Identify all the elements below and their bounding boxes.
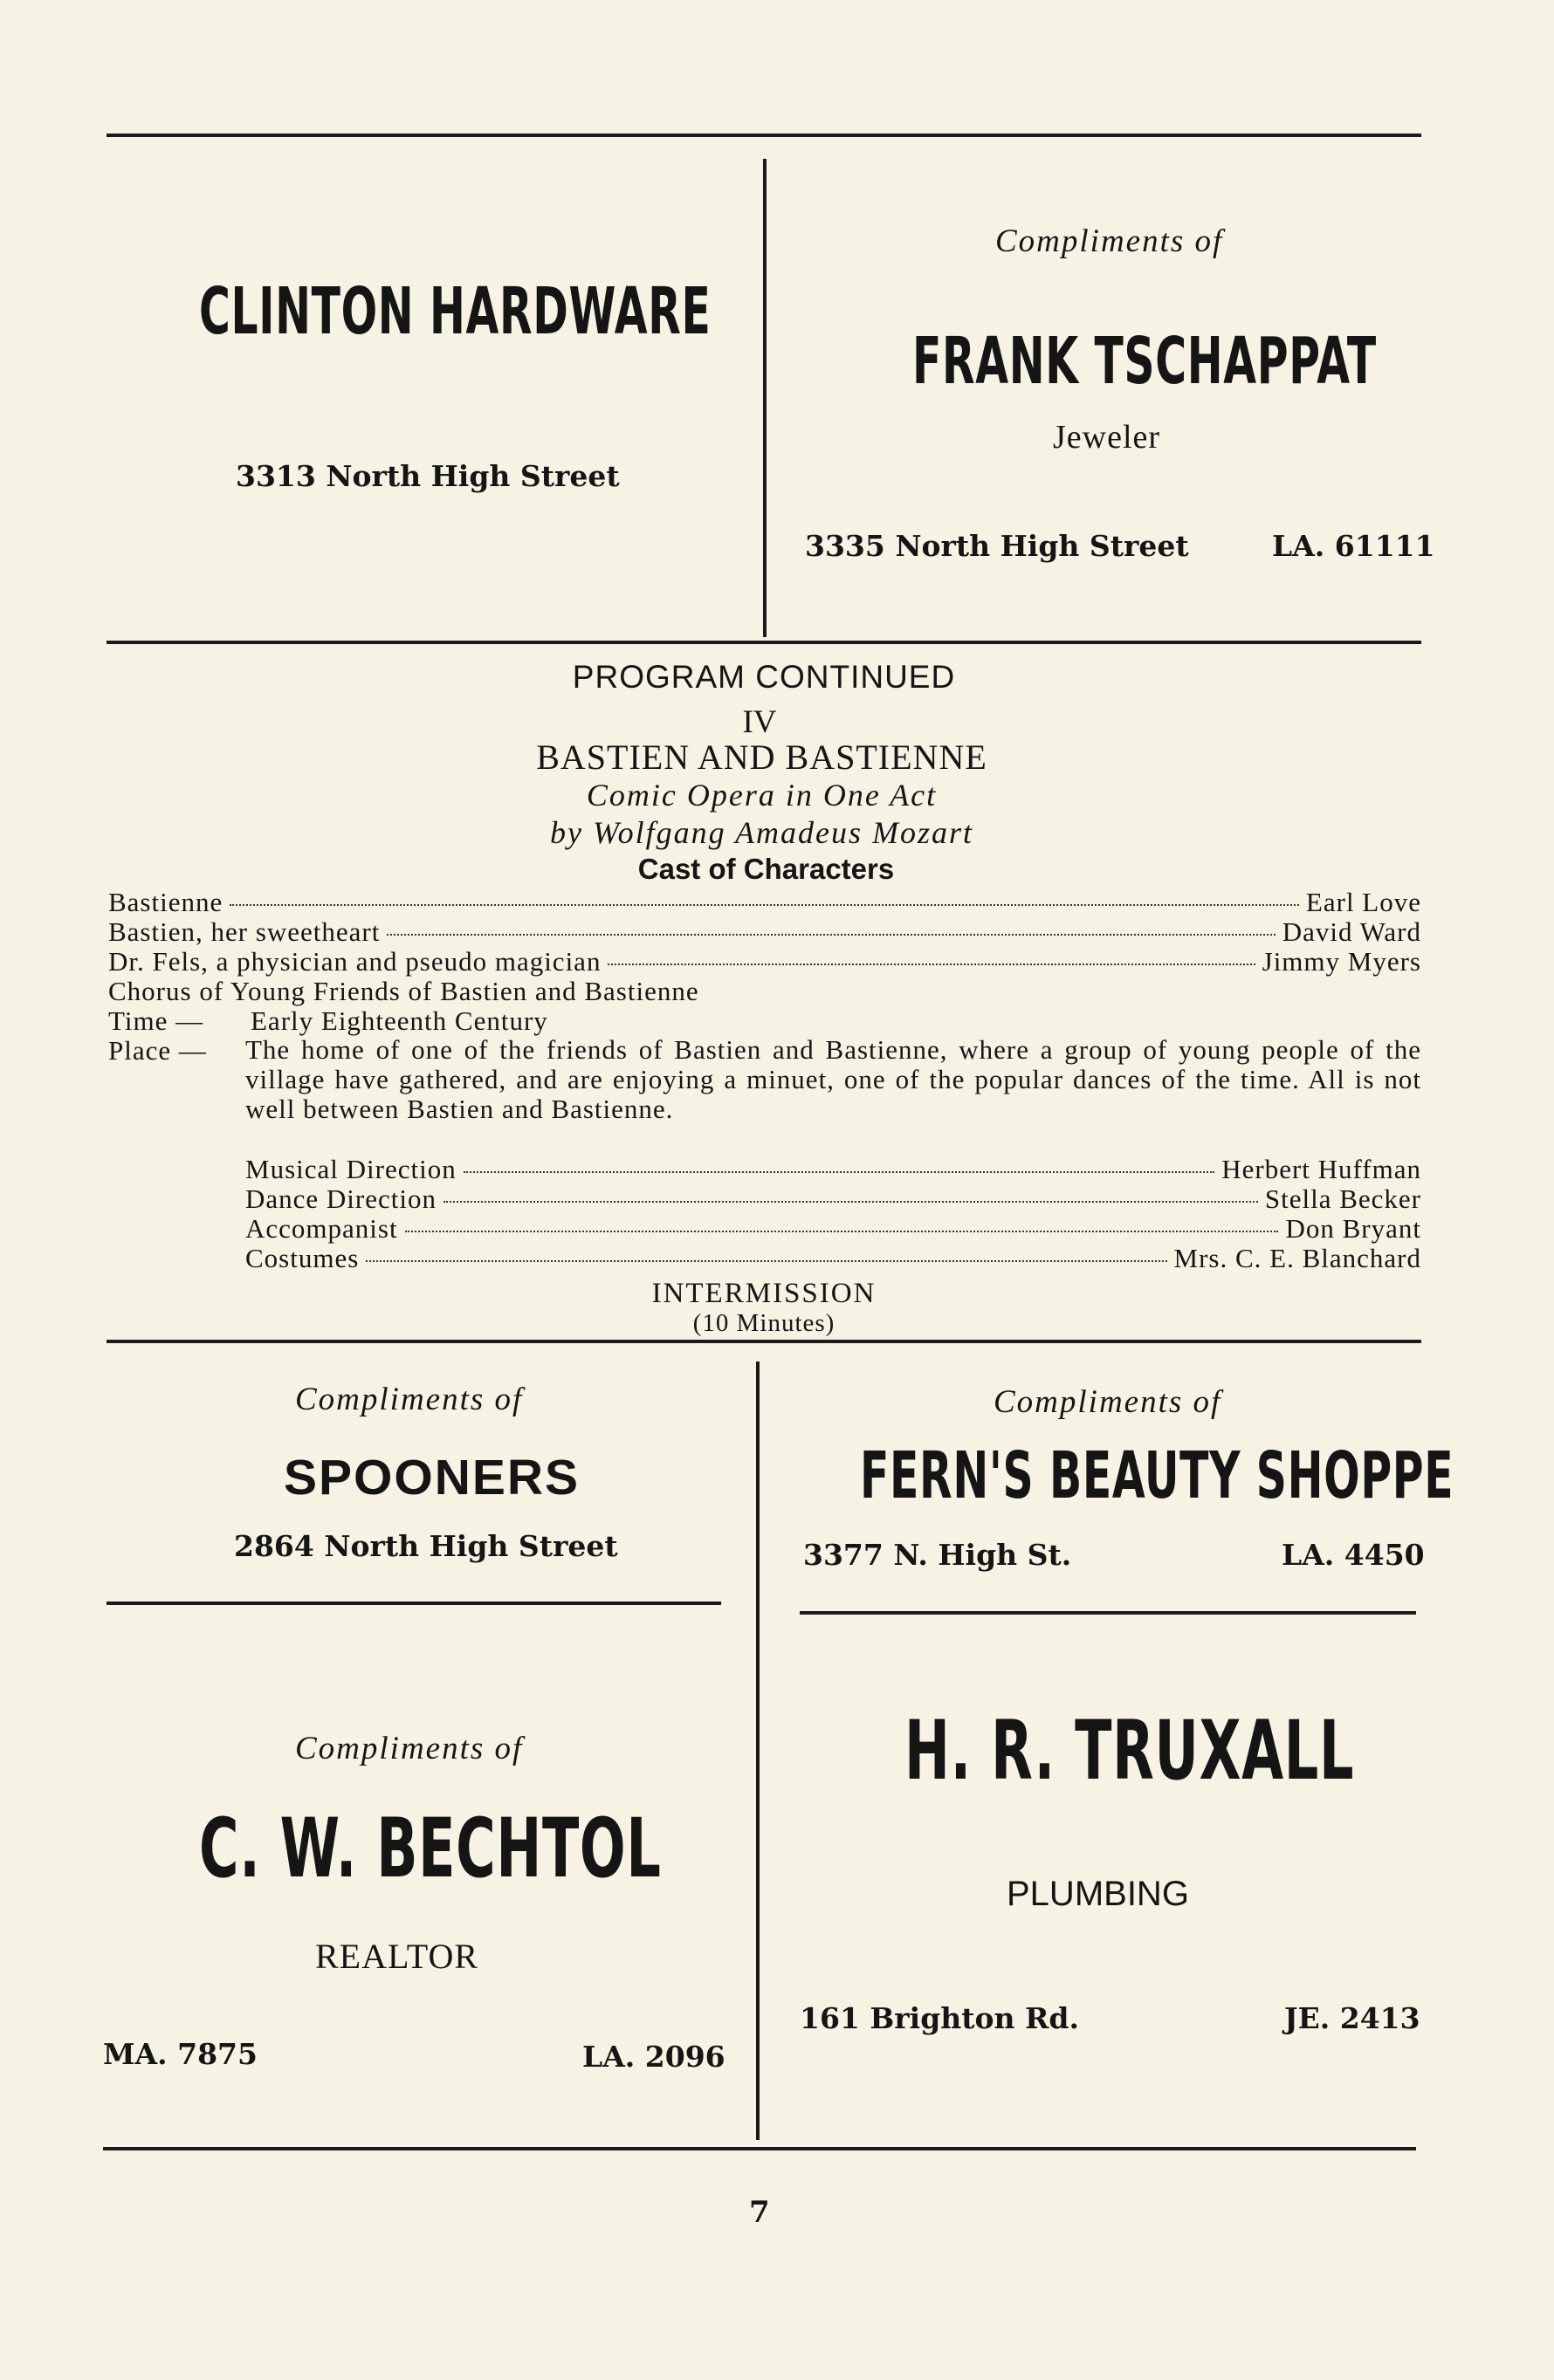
truxall-phone: JE. 2413 — [1284, 2001, 1420, 2035]
cast-row — [108, 918, 1421, 945]
page-number: 7 — [749, 2195, 770, 2230]
credit-row — [245, 1185, 1421, 1212]
bechtol-phone-left: MA. 7875 — [103, 2037, 258, 2071]
leader-dots — [366, 1260, 1166, 1262]
ferns-address: 3377 N. High St. — [803, 1538, 1072, 1572]
spooners-compliments: Compliments of — [295, 1382, 524, 1417]
tschappat-trade: Jeweler — [1053, 419, 1161, 456]
tschappat-name: FRANK TSCHAPPAT — [912, 324, 1377, 399]
program-composer: by Wolfgang Amadeus Mozart — [549, 815, 973, 850]
leader-dots — [405, 1231, 1279, 1232]
time-value: Early Eighteenth Century — [251, 1005, 548, 1036]
place-description: The home of one of the friends of Bastien and Bastienne, where a group of young people of the village have gathered, and are enjoying a minuet, one of the popular dances of the time. All is not well between Bastien and Bastienne. — [245, 1034, 1421, 1124]
bottom-vertical-divider — [756, 1361, 760, 2140]
cast-heading: Cast of Characters — [637, 853, 895, 885]
credit-row — [245, 1245, 1421, 1272]
left-middle-rule — [107, 1602, 721, 1605]
bottom-rule — [103, 2147, 1416, 2150]
top-rule — [107, 134, 1421, 137]
bottom-section-top-rule — [107, 1340, 1421, 1343]
right-middle-rule — [800, 1611, 1416, 1615]
credit-name: Mrs. C. E. Blanchard — [1173, 1243, 1421, 1273]
credit-name: Don Bryant — [1285, 1213, 1421, 1244]
program-title: BASTIEN AND BASTIENNE — [536, 737, 987, 777]
program-subtitle: Comic Opera in One Act — [586, 778, 938, 813]
leader-dots — [608, 964, 1255, 965]
top-vertical-divider — [763, 159, 767, 637]
ferns-phone: LA. 4450 — [1282, 1538, 1425, 1572]
leader-dots — [230, 904, 1299, 906]
clinton-hardware-address: 3313 North High Street — [236, 459, 620, 493]
intermission: INTERMISSION — [651, 1278, 877, 1309]
credit-name: Herbert Huffman — [1221, 1154, 1421, 1184]
credit-row — [245, 1215, 1421, 1242]
chorus-line: Chorus of Young Friends of Bastien and Bastienne — [108, 976, 699, 1006]
leader-dots — [444, 1201, 1258, 1203]
place-label: Place — — [108, 1035, 207, 1066]
program-part: IV — [742, 704, 777, 740]
truxall-address: 161 Brighton Rd. — [800, 2001, 1079, 2035]
ferns-name: FERN'S BEAUTY SHOPPE — [860, 1438, 1454, 1513]
cast-row — [108, 948, 1421, 975]
credit-role: Accompanist — [245, 1213, 398, 1244]
tschappat-phone: LA. 61111 — [1272, 529, 1435, 563]
bechtol-name: C. W. BECHTOL — [199, 1801, 662, 1896]
cast-role: Bastienne — [108, 887, 223, 917]
bechtol-phone-right: LA. 2096 — [582, 2040, 725, 2074]
intermission-length: (10 Minutes) — [692, 1309, 835, 1337]
tschappat-address: 3335 North High Street — [805, 529, 1189, 563]
time-label: Time — — [108, 1005, 204, 1036]
cast-actor: Jimmy Myers — [1262, 946, 1421, 977]
tschappat-compliments: Compliments of — [995, 223, 1224, 259]
spooners-address: 2864 North High Street — [234, 1529, 618, 1563]
program-top-rule — [107, 641, 1421, 644]
program-heading: PROGRAM CONTINUED — [572, 659, 956, 695]
truxall-trade: PLUMBING — [1007, 1875, 1189, 1913]
spooners-name: SPOONERS — [284, 1450, 581, 1506]
ferns-compliments: Compliments of — [994, 1384, 1222, 1420]
cast-role: Dr. Fels, a physician and pseudo magician — [108, 946, 602, 977]
cast-role: Bastien, her sweetheart — [108, 916, 381, 947]
truxall-name: H. R. TRUXALL — [904, 1704, 1355, 1799]
leader-dots — [464, 1171, 1215, 1173]
credit-role: Musical Direction — [245, 1154, 457, 1184]
bechtol-trade: REALTOR — [315, 1937, 479, 1976]
bechtol-compliments: Compliments of — [295, 1731, 524, 1766]
clinton-hardware-name: CLINTON HARDWARE — [199, 274, 712, 349]
credit-role: Costumes — [245, 1243, 360, 1273]
credit-name: Stella Becker — [1264, 1183, 1421, 1214]
credit-row — [245, 1156, 1421, 1183]
credit-role: Dance Direction — [245, 1183, 437, 1214]
cast-actor: Earl Love — [1305, 887, 1421, 917]
cast-row — [108, 888, 1421, 916]
leader-dots — [387, 934, 1275, 936]
cast-actor: David Ward — [1282, 916, 1421, 947]
